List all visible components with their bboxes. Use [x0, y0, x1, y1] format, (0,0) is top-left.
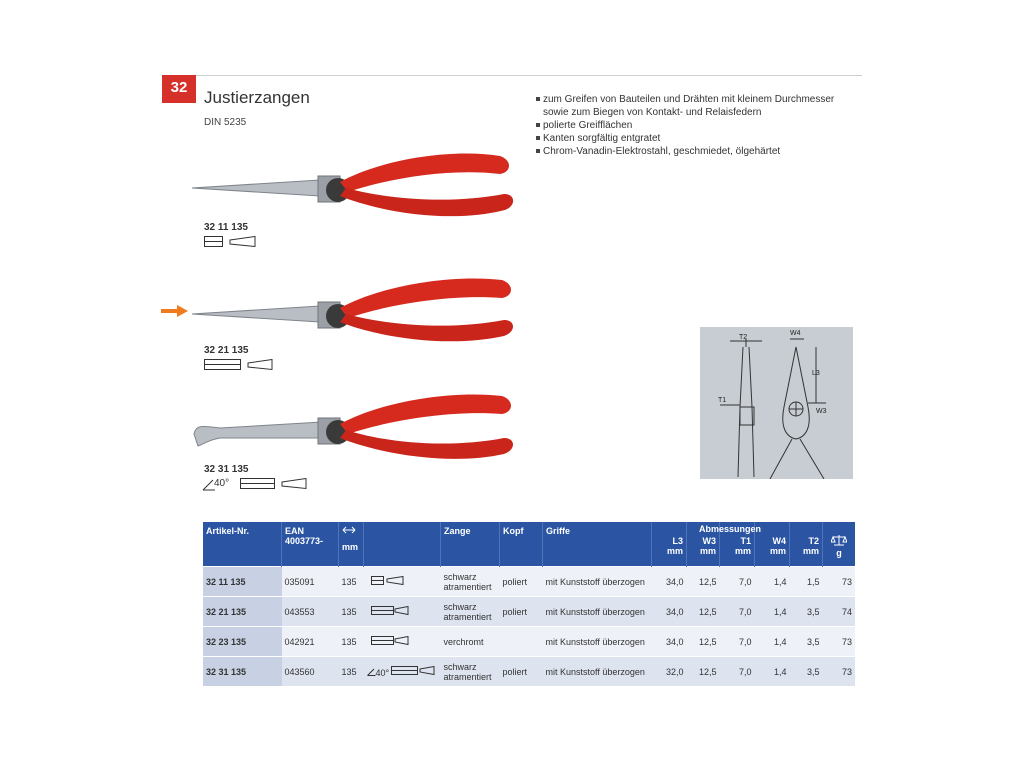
cell-griffe: mit Kunststoff überzogen: [543, 657, 652, 687]
dimensions-group-label: Abmessungen: [699, 524, 762, 534]
feature-item: Kanten sorgfältig entgratet: [536, 132, 834, 145]
cell-zange-line2: atramentiert: [443, 581, 492, 592]
length-arrow-icon: [342, 526, 356, 534]
cell-t1: 7,0: [720, 597, 755, 627]
scale-icon: [831, 534, 847, 546]
cell-w3: 12,5: [687, 657, 720, 687]
cell-griffe: mit Kunststoff überzogen: [543, 597, 652, 627]
cell-kopf: [500, 627, 543, 657]
cell-griffe: mit Kunststoff überzogen: [543, 627, 652, 657]
cell-kopf: poliert: [500, 657, 543, 687]
cell-zange: [441, 597, 500, 627]
col-w4-unit: mm: [769, 546, 786, 556]
cell-t1: 7,0: [720, 627, 755, 657]
label-t1: T1: [718, 397, 727, 404]
col-weight: [823, 522, 856, 567]
col-weight-unit: g: [836, 548, 842, 558]
angle-icon: [367, 667, 376, 676]
cell-angle: 40°: [375, 667, 390, 678]
cell-w4: 1,4: [755, 627, 790, 657]
jaw-profile-icon: [367, 606, 409, 616]
label-w4: W4: [790, 330, 801, 337]
cell-kopf: poliert: [500, 567, 543, 597]
col-t1-label: T1: [740, 536, 751, 546]
feature-list: [536, 93, 834, 158]
cell-w3: 12,5: [687, 597, 720, 627]
cell-l3: 34,0: [652, 627, 687, 657]
feature-item: zum Greifen von Bauteilen und Drähten mit kleinem Durchmesser: [536, 93, 834, 106]
chapter-badge: 32: [162, 75, 196, 103]
article-number: 32 11 135: [204, 222, 248, 233]
cell-w4: 1,4: [755, 657, 790, 687]
article-number: 32 21 135: [204, 345, 249, 356]
cell-kopf: poliert: [500, 597, 543, 627]
cell-t2: 3,5: [790, 597, 823, 627]
cell-zange-line1: schwarz: [443, 601, 477, 612]
col-ean-line1: EAN: [285, 526, 305, 536]
top-rule: [162, 75, 862, 76]
cell-weight: 73: [823, 657, 856, 687]
col-ean-line2: 4003773-: [285, 536, 324, 546]
col-l3: [652, 522, 687, 567]
spec-table: [203, 522, 855, 686]
cell-profile: [364, 657, 441, 687]
pliers-image: [190, 386, 520, 476]
cell-weight: 73: [823, 627, 856, 657]
col-l3-label: L3: [672, 536, 683, 546]
cell-profile: [364, 567, 441, 597]
col-length: [339, 522, 364, 567]
cell-t1: 7,0: [720, 567, 755, 597]
cell-weight: 74: [823, 597, 856, 627]
col-ean: [282, 522, 339, 567]
cell-length: 135: [339, 627, 364, 657]
col-w3-unit: mm: [699, 546, 716, 556]
pliers-image: [190, 150, 520, 225]
cell-l3: 32,0: [652, 657, 687, 687]
cell-zange: [441, 567, 500, 597]
cell-t2: 3,5: [790, 657, 823, 687]
col-griffe: Griffe: [543, 522, 652, 567]
cell-zange-line1: schwarz: [443, 571, 477, 582]
cell-ean: 042921: [282, 627, 339, 657]
col-w3-label: W3: [702, 536, 716, 546]
col-profile: [364, 522, 441, 567]
cell-length: 135: [339, 657, 364, 687]
col-w4-label: W4: [772, 536, 786, 546]
cell-zange-line2: atramentiert: [443, 671, 492, 682]
cell-zange: [441, 657, 500, 687]
cell-griffe: mit Kunststoff überzogen: [543, 567, 652, 597]
feature-item: polierte Greifflächen: [536, 119, 834, 132]
feature-item: sowie zum Biegen von Kontakt- und Relaisfedern: [543, 107, 762, 118]
cell-zange-line1: verchromt: [443, 636, 484, 647]
cell-article: 32 23 135: [203, 627, 282, 657]
jaw-profile-icon: [204, 359, 274, 371]
jaw-profile-icon: [240, 478, 308, 490]
table-row: [203, 657, 855, 687]
cell-weight: 73: [823, 567, 856, 597]
col-t2-unit: mm: [802, 546, 819, 556]
table-row: [203, 567, 855, 597]
jaw-profile-icon: [367, 636, 409, 646]
jaw-profile-icon: [204, 236, 256, 248]
cell-article: 32 11 135: [203, 567, 282, 597]
cell-t2: 1,5: [790, 567, 823, 597]
cell-ean: 043553: [282, 597, 339, 627]
article-number: 32 31 135: [204, 464, 249, 475]
cell-zange-line1: schwarz: [443, 661, 477, 672]
col-article: Artikel-Nr.: [203, 522, 282, 567]
angle-label: 40°: [214, 478, 230, 489]
col-length-unit: mm: [342, 542, 359, 552]
col-kopf: Kopf: [500, 522, 543, 567]
label-l3: L3: [812, 370, 820, 377]
jaw-profile-icon: [389, 666, 435, 676]
cell-t1: 7,0: [720, 657, 755, 687]
pliers-image: [190, 268, 520, 348]
highlight-arrow-icon: [161, 305, 189, 317]
cell-zange-line2: atramentiert: [443, 611, 492, 622]
cell-profile: [364, 627, 441, 657]
table-row: [203, 597, 855, 627]
cell-zange: [441, 627, 500, 657]
label-w3: W3: [816, 408, 827, 415]
page-subtitle: DIN 5235: [204, 117, 247, 128]
cell-w3: 12,5: [687, 567, 720, 597]
col-t2: [790, 522, 823, 567]
cell-ean: 035091: [282, 567, 339, 597]
cell-w3: 12,5: [687, 627, 720, 657]
cell-profile: [364, 597, 441, 627]
cell-article: 32 31 135: [203, 657, 282, 687]
col-zange: Zange: [441, 522, 500, 567]
cell-ean: 043560: [282, 657, 339, 687]
jaw-profile-icon: [367, 576, 405, 586]
col-t2-label: T2: [808, 536, 819, 546]
cell-w4: 1,4: [755, 597, 790, 627]
page-title: Justierzangen: [204, 88, 310, 107]
cell-l3: 34,0: [652, 597, 687, 627]
feature-item: Chrom-Vanadin-Elektrostahl, geschmiedet, ölgehärtet: [536, 145, 834, 158]
cell-w4: 1,4: [755, 567, 790, 597]
cell-l3: 34,0: [652, 567, 687, 597]
cell-length: 135: [339, 567, 364, 597]
label-t2: T2: [739, 334, 748, 341]
dimension-diagram: [700, 327, 853, 479]
cell-t2: 3,5: [790, 627, 823, 657]
table-row: [203, 627, 855, 657]
col-l3-unit: mm: [666, 546, 683, 556]
cell-length: 135: [339, 597, 364, 627]
col-t1-unit: mm: [734, 546, 751, 556]
cell-article: 32 21 135: [203, 597, 282, 627]
